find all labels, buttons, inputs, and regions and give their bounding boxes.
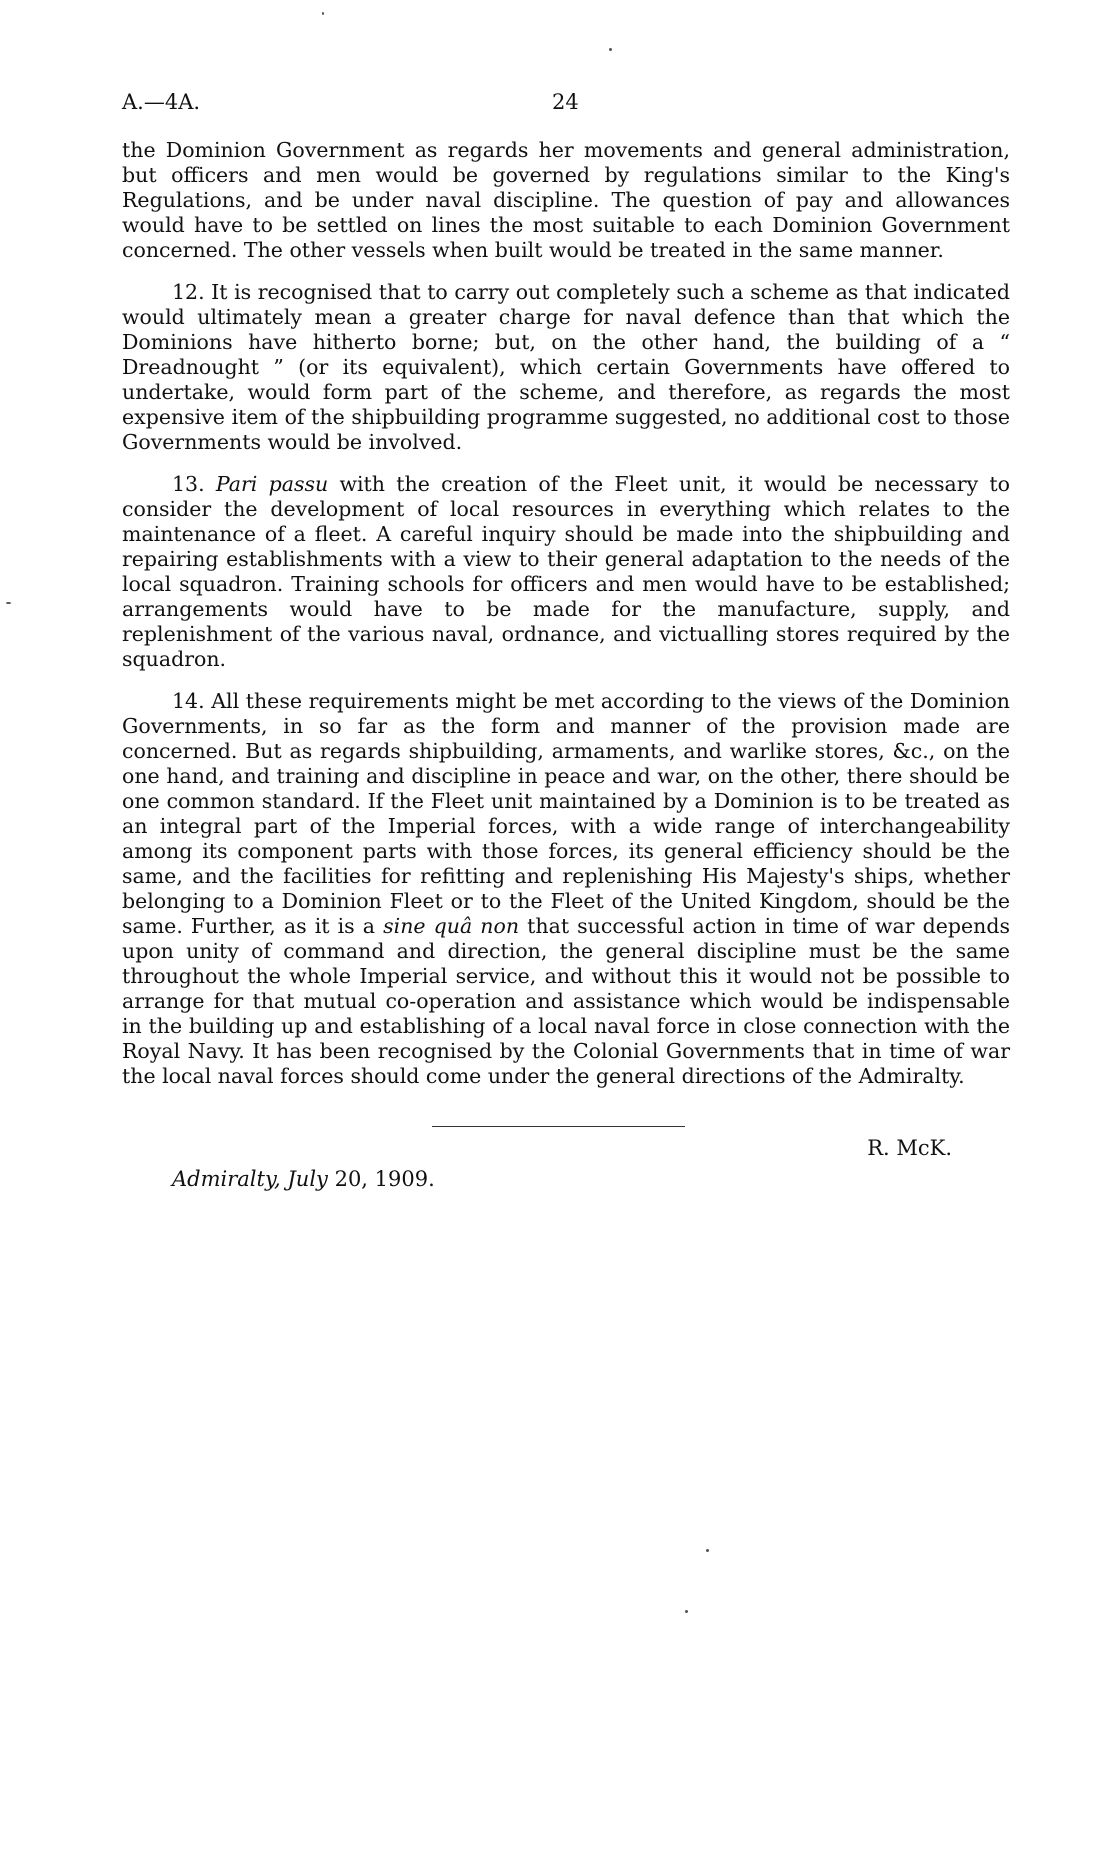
body-text [122, 138, 1010, 1106]
paragraph-13-text: with the creation of the Fleet unit, it would be necessary to consider the development of local resources in everything which relates to the maintenance of a fleet. A careful inquiry should be made into the shipbuilding and repairing establishments with a view to their general adaptation to the needs of the local squadron. Training schools for officers and men would have to be established; arrangements would have to be made for the manufacture, supply, and replenishment of the various naval, ordnance, and victualling stores required by the squadron. [122, 472, 1010, 671]
page-header [122, 90, 992, 120]
speck [609, 48, 612, 51]
signature-place: Admiralty, July [172, 1167, 328, 1191]
speck [6, 602, 11, 604]
paragraph-13 [122, 472, 1010, 672]
paragraph-14 [122, 689, 1010, 1089]
paragraph-13-number: 13. [172, 472, 216, 496]
paragraph-14-italic: sine quâ non [383, 914, 520, 938]
signature-initials: R. McK. [867, 1136, 952, 1160]
paragraph-14-text-a: 14. All these requirements might be met according to the views of the Dominion Governments, in so far as the form and manner of the provision made are concerned. But as regards shipbuilding, armaments, and warlike stores, &c., on the one hand, and training and discipline in peace and war, on the other, there should be one common standard. If the Fleet unit maintained by a Dominion is to be treated as an integral part of the Imperial forces, with a wide range of interchangeability among its component parts with those forces, its general efficiency should be the same, and the facilities for refitting and replenishing His Majesty's ships, whether belonging to a Dominion Fleet or to the Fleet of the United Kingdom, should be the same. Further, as it is a [122, 689, 1010, 938]
paragraph-12: 12. It is recognised that to carry out completely such a scheme as that indicated would ultimately mean a greater charge for naval defence than that which the Dominions have hitherto borne; but, on the other hand, the building of a “ Dreadnought ” (or its equivalent), which certain Governments have offered to undertake, would form part of the scheme, and therefore, as regards the most expensive item of the shipbuilding programme suggested, no additional cost to those Governments would be involved. [122, 280, 1010, 454]
document-reference: A.—4A. [122, 90, 201, 114]
page-number: 24 [552, 90, 579, 114]
speck [322, 12, 324, 15]
speck [685, 1610, 688, 1613]
paragraph-continued: the Dominion Government as regards her movements and general administration, but officers and men would be governed by regulations similar to the King's Regulations, and be under naval discipline. The question of pay and allowances would have to be settled on lines the most suitable to each Dominion Government concerned. The other vessels when built would be treated in the same manner. [122, 138, 1010, 262]
paragraph-13-italic: Pari passu [215, 472, 329, 496]
signature-date [172, 1167, 435, 1191]
signature-date-value: 20, 1909. [327, 1167, 435, 1191]
divider-line [432, 1126, 685, 1127]
speck [706, 1549, 709, 1552]
paragraph-14-text-b: that successful action in time of war depends upon unity of command and direction, the general discipline must be the same throughout the whole Imperial service, and without this it would not be possible to arrange for that mutual co-operation and assistance which would be indispensable in the building up and establishing of a local naval force in close connection with the Royal Navy. It has been recognised by the Colonial Governments that in time of war the local naval forces should come under the general directions of the Admiralty. [122, 914, 1010, 1088]
